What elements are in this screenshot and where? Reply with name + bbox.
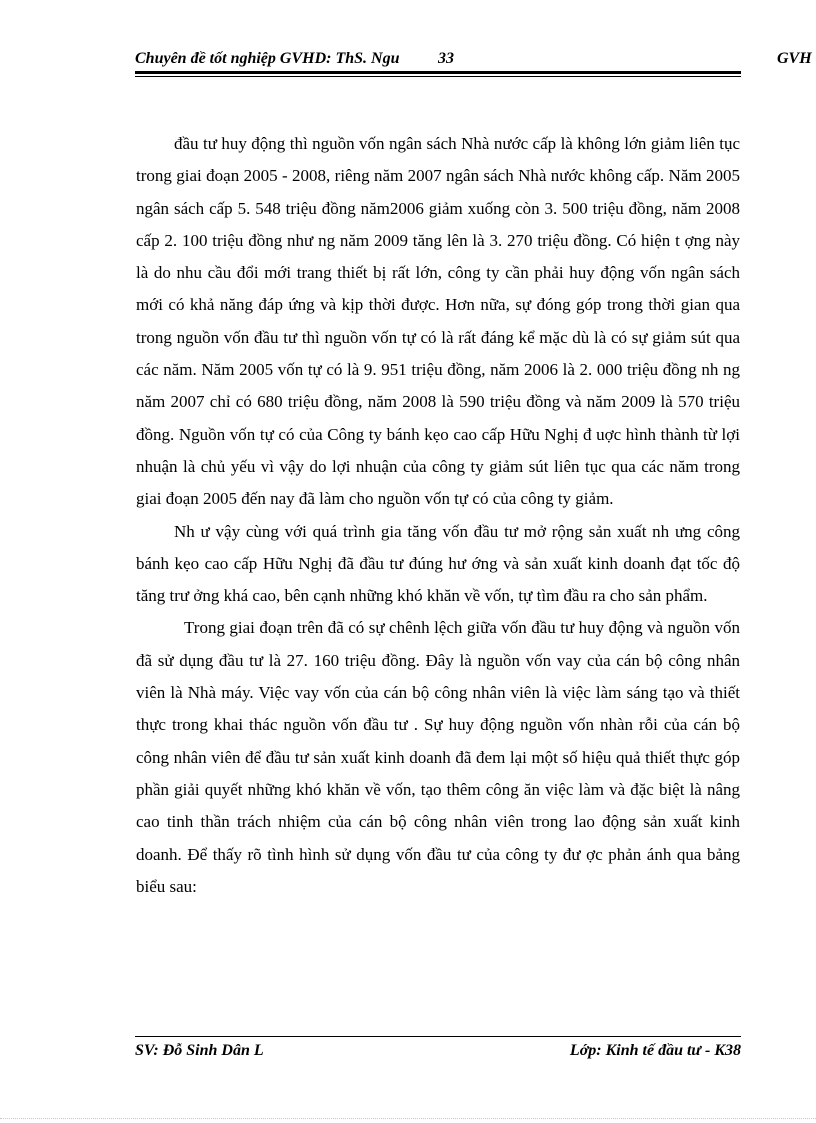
header-rule-thin [135,76,741,77]
header-title-overflow: GVH [777,50,812,67]
footer-class: Lớp: Kinh tế đầu tư - K38 [569,1042,741,1059]
footer-rule [135,1036,741,1037]
footer-student: SV: Đỗ Sinh Dân L [135,1042,264,1059]
document-body [136,128,740,903]
page-header [135,48,816,72]
paragraph-2: Nh ư vậy cùng với quá trình gia tăng vốn đầu tư mở rộng sản xuất nh ưng công bánh kẹo cao cấp Hữu Nghị đã đầu tư đúng hư ớng và sản xuất kinh doanh đạt tốc độ tăng trư ởng khá cao, bên cạnh những khó khăn về vốn, tự tìm đầu ra cho sản phẩm. [136,521,740,606]
header-title: Chuyên đề tốt nghiệp GVHD: ThS. Ngu [135,50,400,67]
page-number: 33 [438,50,454,67]
page-bottom-border [0,1118,816,1119]
header-rule-thick [135,71,741,74]
paragraph-1: đầu tư huy động thì nguồn vốn ngân sách Nhà nước cấp là không lớn giảm liên tục trong giai đoạn 2005 - 2008, riêng năm 2007 ngân sách Nhà nước không cấp. Năm 2005 ngân sách cấp 5. 548 triệu đồng năm2006 giảm xuống còn 3. 500 triệu đồng, năm 2008 cấp 2. 100 triệu đồng như ng năm 2009 tăng lên là 3. 270 triệu đồng. Có hiện t ợng này là do nhu cầu đổi mới trang thiết bị rất lớn, công ty cần phải huy động vốn ngân sách mới có khả năng đáp ứng và kịp thời được. Hơn nữa, sự đóng góp trong thời gian qua trong nguồn vốn đầu tư thì nguồn vốn tự có là rất đáng kể mặc dù là có sự giảm sút qua các năm. Năm 2005 vốn tự có là 9. 951 triệu đồng, năm 2006 là 2. 000 triệu đồng nh ng năm 2007 chỉ có 680 triệu đồng, năm 2008 là 590 triệu đồng và năm 2009 là 570 triệu đồng. Nguồn vốn tự có của Công ty bánh kẹo cao cấp Hữu Nghị đ uợc hình thành từ lợi nhuận là chủ yếu vì vậy do lợi nhuận của công ty giảm sút liên tục qua các năm trong giai đoạn 2005 đến nay đã làm cho nguồn vốn tự có của công ty giảm. [136,134,740,509]
paragraph-3: Trong giai đoạn trên đã có sự chênh lệch giữa vốn đầu tư huy động và nguồn vốn đã sử dụng đầu tư là 27. 160 triệu đồng. Đây là nguồn vốn vay của cán bộ công nhân viên là Nhà máy. Việc vay vốn của cán bộ công nhân viên là việc làm sáng tạo và thiết thực trong khai thác nguồn vốn đầu tư . Sự huy động nguồn vốn nhàn rỗi của cán bộ công nhân viên để đầu tư sản xuất kinh doanh đã đem lại một số hiệu quả thiết thực góp phần giải quyết những khó khăn về vốn, tạo thêm công ăn việc làm và đặc biệt là nâng cao tinh thần trách nhiệm của cán bộ công nhân viên trong lao động sản xuất kinh doanh. Để thấy rõ tình hình sử dụng vốn đầu tư của công ty đư ợc phản ánh qua bảng biểu sau: [136,618,740,896]
